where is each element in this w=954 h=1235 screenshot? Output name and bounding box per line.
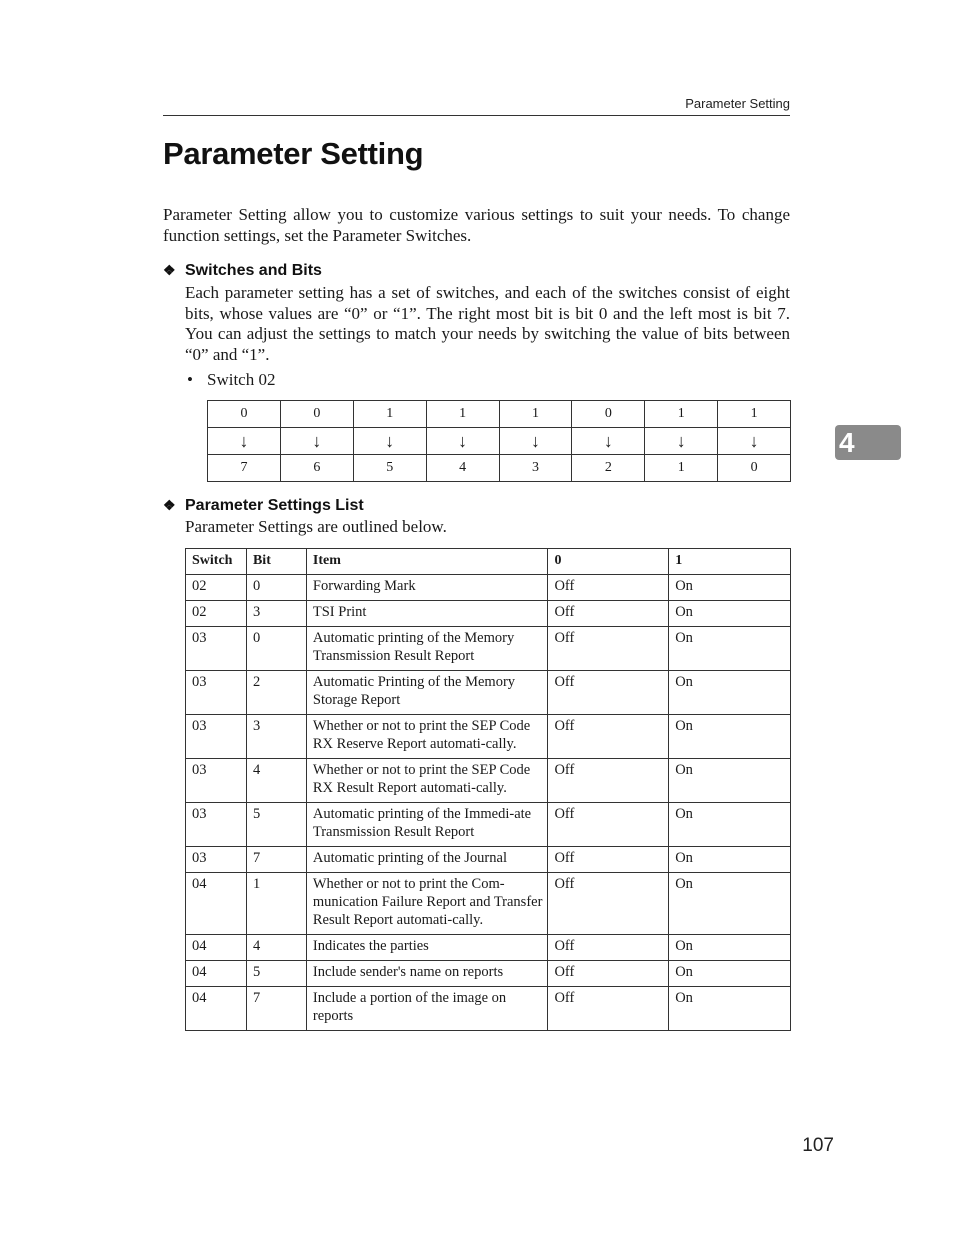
value-one-cell: On: [669, 935, 791, 961]
section-heading-list: [163, 497, 364, 515]
down-arrow-icon: ↓: [353, 428, 426, 455]
bit-cell: 0: [246, 575, 306, 601]
value-one-cell: On: [669, 627, 791, 671]
bit-cell: 0: [246, 627, 306, 671]
bit-cell: 7: [246, 987, 306, 1031]
column-header-switch: Switch: [186, 549, 247, 575]
intro-paragraph: Parameter Setting allow you to customize various settings to suit your needs. To change function settings, set the Parameter Switches.: [163, 205, 790, 245]
switch-cell: 04: [186, 873, 247, 935]
table-header-row: [186, 549, 791, 575]
bit-numbers-row: [208, 455, 791, 482]
bit-number-cell: 2: [572, 455, 645, 482]
table-row: [186, 987, 791, 1031]
table-row: [186, 575, 791, 601]
switch-cell: 02: [186, 575, 247, 601]
bit-number-cell: 6: [280, 455, 353, 482]
value-zero-cell: Off: [548, 759, 669, 803]
item-cell: TSI Print: [306, 601, 548, 627]
value-one-cell: On: [669, 847, 791, 873]
switch-cell: 04: [186, 987, 247, 1031]
item-cell: Whether or not to print the SEP Code RX Result Report automati-cally.: [306, 759, 548, 803]
value-one-cell: On: [669, 601, 791, 627]
page-number: 107: [802, 1135, 834, 1156]
down-arrow-icon: ↓: [499, 428, 572, 455]
arrows-row: [208, 428, 791, 455]
section-heading-text: Parameter Settings List: [185, 497, 364, 514]
item-cell: Automatic printing of the Immedi-ate Transmission Result Report: [306, 803, 548, 847]
table-row: [186, 601, 791, 627]
table-row: [186, 961, 791, 987]
down-arrow-icon: ↓: [426, 428, 499, 455]
down-arrow-icon: ↓: [718, 428, 791, 455]
value-one-cell: On: [669, 803, 791, 847]
table-row: [186, 803, 791, 847]
bits-table: [207, 400, 791, 482]
item-cell: Include a portion of the image on reports: [306, 987, 548, 1031]
down-arrow-icon: ↓: [208, 428, 281, 455]
value-one-cell: On: [669, 715, 791, 759]
switch-cell: 03: [186, 671, 247, 715]
value-zero-cell: Off: [548, 873, 669, 935]
switches-paragraph: Each parameter setting has a set of switches, and each of the switches consist of eight bits, whose values are “0” or “1”. The right most bit is bit 0 and the left most is bit 7. You can adjust the settings to match your needs by switching the value of bits between “0” and “1”.: [185, 283, 790, 364]
chapter-tab: [835, 425, 901, 460]
item-cell: Forwarding Mark: [306, 575, 548, 601]
value-one-cell: On: [669, 671, 791, 715]
parameter-settings-table: [185, 548, 791, 1031]
table-row: [186, 873, 791, 935]
value-zero-cell: Off: [548, 987, 669, 1031]
bit-cell: 3: [246, 715, 306, 759]
bit-value-cell: 1: [499, 401, 572, 428]
column-header-zero: 0: [548, 549, 669, 575]
table-row: [186, 627, 791, 671]
table-row: [186, 759, 791, 803]
bit-value-cell: 0: [572, 401, 645, 428]
switch-cell: 03: [186, 847, 247, 873]
item-cell: Include sender's name on reports: [306, 961, 548, 987]
bit-cell: 4: [246, 759, 306, 803]
value-zero-cell: Off: [548, 715, 669, 759]
switch-cell: 03: [186, 627, 247, 671]
bit-number-cell: 7: [208, 455, 281, 482]
value-zero-cell: Off: [548, 575, 669, 601]
bit-cell: 5: [246, 803, 306, 847]
switch-cell: 04: [186, 935, 247, 961]
table-row: [186, 847, 791, 873]
bullet-text: Switch 02: [207, 370, 276, 389]
column-header-one: 1: [669, 549, 791, 575]
item-cell: Automatic printing of the Memory Transmission Result Report: [306, 627, 548, 671]
section-heading-switches: [163, 262, 322, 280]
bit-number-cell: 5: [353, 455, 426, 482]
item-cell: Whether or not to print the SEP Code RX Reserve Report automati-cally.: [306, 715, 548, 759]
bit-value-cell: 1: [353, 401, 426, 428]
item-cell: Automatic Printing of the Memory Storage Report: [306, 671, 548, 715]
bit-cell: 1: [246, 873, 306, 935]
switch-cell: 03: [186, 759, 247, 803]
item-cell: Whether or not to print the Com-munication Failure Report and Transfer Result Report automati-cally.: [306, 873, 548, 935]
running-header: Parameter Setting: [685, 96, 790, 111]
bit-value-cell: 1: [718, 401, 791, 428]
column-header-bit: Bit: [246, 549, 306, 575]
item-cell: Automatic printing of the Journal: [306, 847, 548, 873]
diamond-bullet-icon: ❖: [163, 497, 176, 513]
item-cell: Indicates the parties: [306, 935, 548, 961]
switch-cell: 04: [186, 961, 247, 987]
bit-cell: 5: [246, 961, 306, 987]
value-zero-cell: Off: [548, 961, 669, 987]
down-arrow-icon: ↓: [645, 428, 718, 455]
table-row: [186, 671, 791, 715]
bit-cell: 3: [246, 601, 306, 627]
value-zero-cell: Off: [548, 601, 669, 627]
down-arrow-icon: ↓: [280, 428, 353, 455]
value-one-cell: On: [669, 961, 791, 987]
column-header-item: Item: [306, 549, 548, 575]
bit-cell: 4: [246, 935, 306, 961]
value-zero-cell: Off: [548, 671, 669, 715]
value-one-cell: On: [669, 575, 791, 601]
value-zero-cell: Off: [548, 847, 669, 873]
table-row: [186, 715, 791, 759]
switch-bullet: [187, 370, 275, 390]
table-row: [186, 935, 791, 961]
bit-cell: 2: [246, 671, 306, 715]
list-paragraph: Parameter Settings are outlined below.: [185, 517, 447, 536]
page-title: Parameter Setting: [163, 136, 424, 171]
bit-value-cell: 1: [645, 401, 718, 428]
value-one-cell: On: [669, 987, 791, 1031]
bit-number-cell: 4: [426, 455, 499, 482]
chapter-number: 4: [839, 427, 855, 458]
value-one-cell: On: [669, 873, 791, 935]
value-one-cell: On: [669, 759, 791, 803]
bullet-dot-icon: •: [187, 370, 193, 389]
switch-cell: 02: [186, 601, 247, 627]
bit-value-cell: 1: [426, 401, 499, 428]
bit-values-row: [208, 401, 791, 428]
header-rule: [163, 115, 790, 116]
bit-value-cell: 0: [208, 401, 281, 428]
bit-value-cell: 0: [280, 401, 353, 428]
switch-cell: 03: [186, 715, 247, 759]
bit-cell: 7: [246, 847, 306, 873]
section-heading-text: Switches and Bits: [185, 262, 322, 279]
value-zero-cell: Off: [548, 803, 669, 847]
bit-number-cell: 0: [718, 455, 791, 482]
value-zero-cell: Off: [548, 627, 669, 671]
switch-cell: 03: [186, 803, 247, 847]
down-arrow-icon: ↓: [572, 428, 645, 455]
bit-number-cell: 1: [645, 455, 718, 482]
bit-number-cell: 3: [499, 455, 572, 482]
diamond-bullet-icon: ❖: [163, 262, 176, 278]
value-zero-cell: Off: [548, 935, 669, 961]
